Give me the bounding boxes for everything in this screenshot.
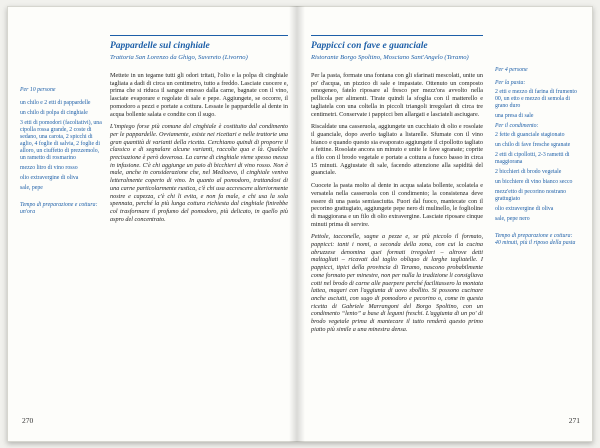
ingredient-item: un chilo di polpa di cinghiale bbox=[20, 110, 88, 116]
recipe-paragraph: Per la pasta, formate una fontana con gli sfarinati mescolati, unite un po' d'acqua, un pizzico di sale e impastate. Ottenuto un composto omogeneo, fatelo riposare al fresco per mezz'ora avvolto nella pellicola per alimenti. Tirate quindi la sfoglia con il matterello e tagliatela con una coltella in piccoli triangoli irregolari di circa tre centimetri. Conservate i pappicci ben allargati e lasciateli asciugare. bbox=[311, 72, 483, 118]
ingredient-item: un chilo e 2 etti di pappardelle bbox=[20, 100, 91, 106]
left-prep-time bbox=[20, 202, 104, 216]
recipe-paragraph: Mettete in un tegame tutti gli odori tritati, l'olio e la polpa di cinghiale tagliata a dadi di circa un centimetro, tutto a freddo. Lasciate cuocere e, prima che si riduca il sangue emesso dalla carne, bagnate con il vino, lasciate evaporare e regolate di sale e pepe. Aggiungete, se occorre, il pomodoro a pezzi e portate a cottura. Lessate le pappardelle al dente in acqua bollente salata e condite con il sugo. bbox=[110, 72, 288, 118]
left-serving: Per 10 persone bbox=[20, 87, 56, 93]
title-rule bbox=[110, 35, 288, 36]
prep-time-value: un'ora bbox=[20, 209, 36, 215]
right-serving: Per 4 persone bbox=[495, 67, 528, 73]
ingredient-item: 2 etti e mezzo di farina di frumento 00, un etto e mezzo di semola di grano duro bbox=[495, 89, 577, 109]
ingredient-item: sale, pepe nero bbox=[495, 216, 530, 222]
recipe-title: Pappicci con fave e guanciale bbox=[311, 41, 428, 51]
prep-time-value: 40 minuti, più il riposo della pasta bbox=[495, 240, 576, 246]
ingredient-item: mezz'etto di pecorino nostrano grattugiato bbox=[495, 189, 567, 202]
recipe-paragraph: Cuocete la pasta molto al dente in acqua salata bollente, scolatela e versatela nella casseruola con il condimento; la consistenza deve essere di una pasta semiasciutta. Fuori dal fuoco, mantecate con il pecorino grattugiato, aggiungete pepe nero di mulinello, le foglioline di maggiorana e un filo di olio extravergine. Lasciate riposare cinque minuti prima di servire. bbox=[311, 182, 483, 228]
right-prep-time bbox=[495, 233, 579, 247]
page-number: 271 bbox=[568, 416, 580, 425]
ingredient-item: 2 bicchieri di brodo vegetale bbox=[495, 169, 562, 175]
recipe-note: L'impiego forse più comune del cinghiale è costituito dal condimento per le pappardelle. Ovviamente, esiste nei ricettari e nelle trattorie una gran quantità di varianti della ricetta. Cerchiamo quindi di proporre il classico e di segnalare alcune varianti, raccolte qua e là. Qualche precisazione è però doverosa. La carne di cinghiale viene spesso messa in infusione. C'è chi aggiunge un paio di bicchieri di vino rosso. Non è male, anche in considerazione che, nel Medioevo, il cinghiale veniva letteralmente coperto di vino. In quanto al pomodoro, trattandosi di una carne particolarmente rustica, c'è chi usa accrescere ulteriormente nostre e capezza, c'è chi li evita, e non fa male, e chi usa la sola spennata, perché la più lunga cottura richiesta dal cinghiale finirebbe col trasformare il profumo del pomodoro, più delicato, in quello più aspro del concentrato. bbox=[110, 123, 288, 223]
recipe-paragraph: Riscaldate una casseruola, aggiungete un cucchiaio di olio e rosolate il guanciale, dopo averlo tagliato a listarelle. Sfumate con il vino bianco e quando questo sia evaporato aggiungete il cipollotto tagliato a fettine. Rosolate ancora un minuto e unite le fave sgranate; coprite a filo con il brodo vegetale e portate a cottura a fuoco basso in circa 15 minuti. Aggiustate di sale, facendo attenzione alla sapidità del guanciale. bbox=[311, 123, 483, 177]
right-page bbox=[297, 6, 593, 442]
ingredient-item: 2 fette di guanciale stagionato bbox=[495, 132, 565, 138]
right-main-column bbox=[311, 35, 483, 339]
page-number: 270 bbox=[22, 416, 34, 425]
ingredient-item: mezzo litro di vino rosso bbox=[20, 165, 78, 171]
recipe-venue: Ristorante Borgo Spoltino, Mosciano Sant'Angelo (Teramo) bbox=[311, 54, 469, 61]
ingredient-item: olio extravergine di oliva bbox=[495, 206, 554, 212]
ingredient-item: un chilo di fave fresche sgranate bbox=[495, 142, 571, 148]
recipe-title: Pappardelle sul cinghiale bbox=[110, 41, 210, 51]
right-ingredients-column bbox=[495, 67, 579, 247]
recipe-note: Pettole, tacconelle, sagne a pezze e, se più piccolo il formato, pappicci: tanti i nomi, a seconda della zona, con cui la cucina abruzzese denomina quei formati irregolari – altrove detti maltagliati – ricavati dal taglio obliquo di larghe tagliatelle. I pappicci, tipici della provincia di Teramo, nascono probabilmente come formato per minestre, non per nulla la tradizione li consigliava cotti nel brodo di carne alle puerpere perché facilitassero la montata lattea, magari con l'aggiunta di uovo sbollito. Si possono cucinare anche asciutti, con sugo di pomodoro e pecorino o, come in questa ricetta di Gabriele Marrangoni del Borgo Spoltino, con un condimento “lento” a base di legumi freschi. L'aggiunta di un po' di brodo vegetale prima di mantecare il tutto renderà questo primo piatto più simile a una minestra densa. bbox=[311, 233, 483, 333]
left-main-column bbox=[110, 35, 288, 228]
title-rule bbox=[311, 35, 483, 36]
ingredient-item: 3 etti di pomodori (facoltativi), una cipolla rossa grande, 2 coste di sedano, una carota, 2 spicchi di aglio, 4 foglie di salvia, 2 foglie di alloro, un ciuffetto di prezzemolo, un rametto di rosmarino bbox=[20, 120, 102, 161]
ingredient-item: una presa di sale bbox=[495, 113, 534, 119]
recipe-venue: Trattoria San Lorenzo da Ghigo, Suvereto (Livorno) bbox=[110, 54, 248, 61]
left-page bbox=[7, 6, 297, 442]
left-ingredients-column bbox=[20, 87, 104, 216]
ingredient-item: sale, pepe bbox=[20, 185, 43, 191]
ingredient-item: olio extravergine di oliva bbox=[20, 175, 79, 181]
ingredient-section-pasta: Per la pasta: bbox=[495, 80, 526, 86]
prep-time-label: Tempo di preparazione e cottura: bbox=[20, 202, 98, 208]
ingredient-item: 2 etti di cipollotti, 2-3 rametti di maggiorana bbox=[495, 152, 570, 165]
prep-time-label: Tempo di preparazione e cottura: bbox=[495, 233, 573, 239]
ingredient-item: un bicchiere di vino bianco secco bbox=[495, 179, 573, 185]
book-spread bbox=[7, 6, 593, 442]
ingredient-section-condimento: Per il condimento: bbox=[495, 123, 539, 129]
